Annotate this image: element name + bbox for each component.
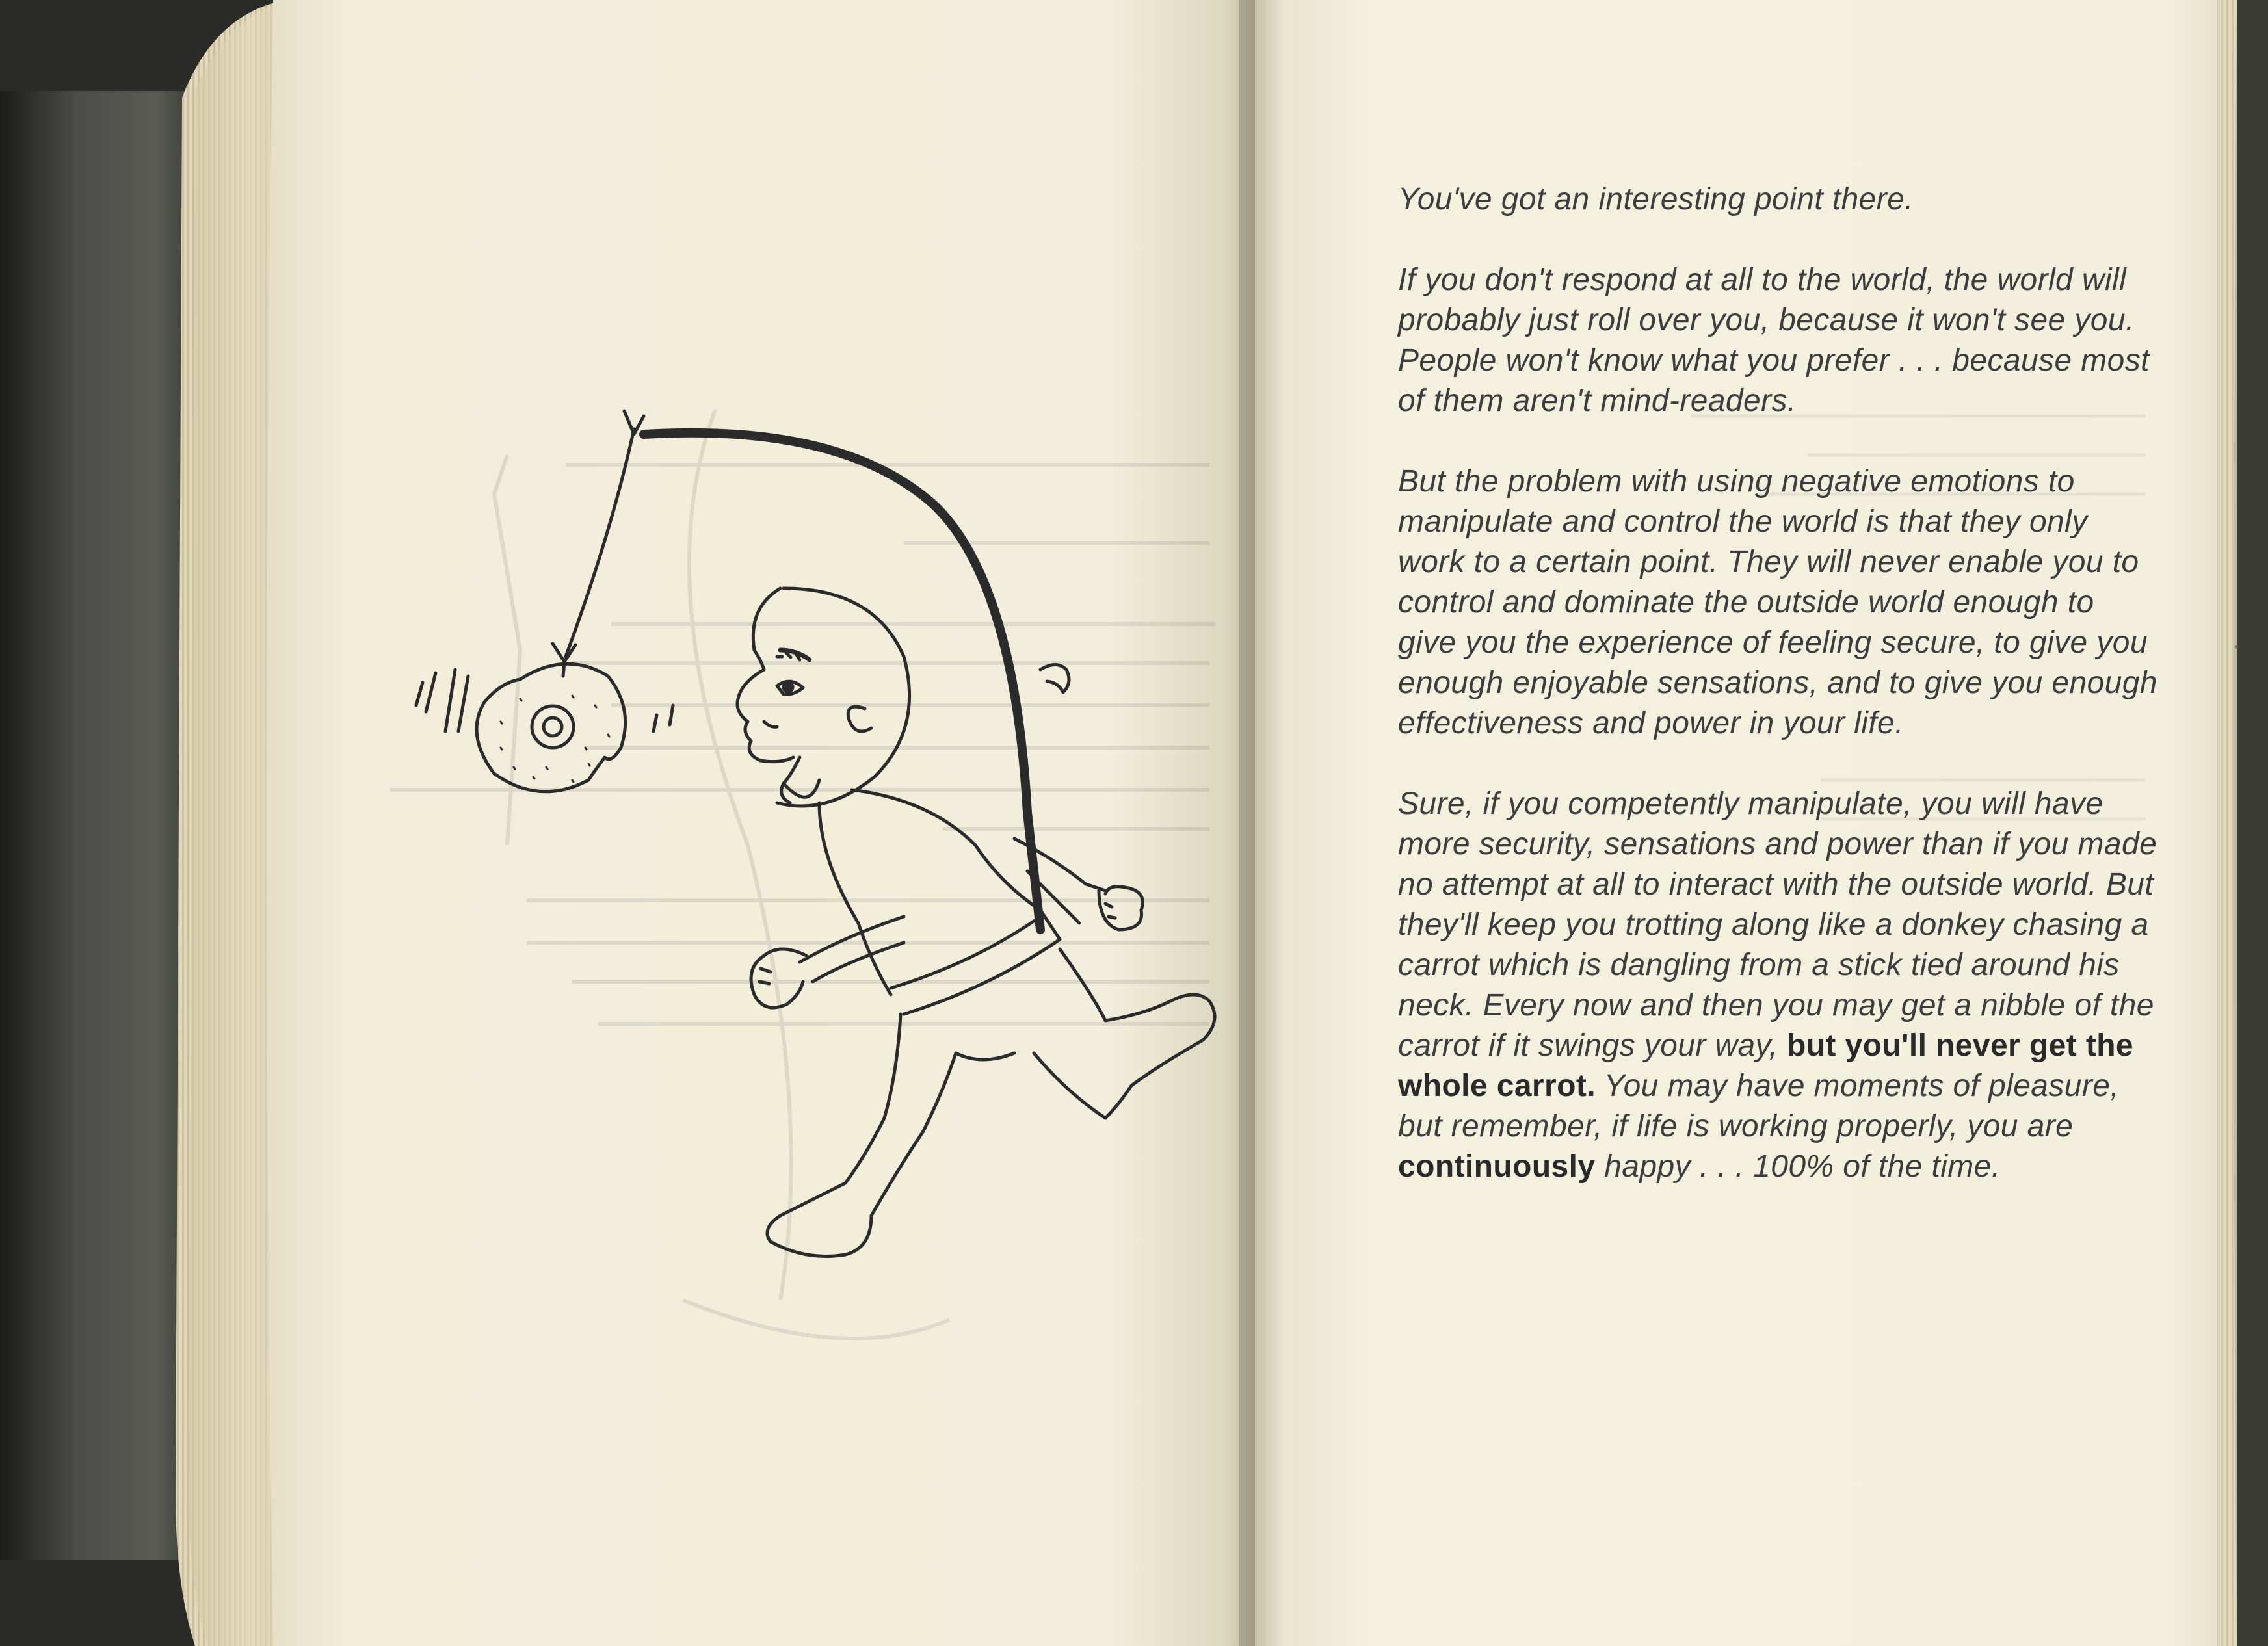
bold-whole-carrot: but you'll never get the whole carrot. [1398,1028,2134,1103]
paragraph-negative-emotions: But the problem with using negative emotions to manipulate and control the world is that they only work to a certain point. They will never enable you to control and dominate the outside world enough to give you the experience of feeling secure, to give you enough enjoyable sensations, and to give you enough effectiveness and power in your life. [1398,464,2157,740]
right-page-edges [2217,0,2237,1646]
paragraph-donkey-carrot [1398,784,2159,1187]
left-page [267,0,1255,1646]
page-text [1398,179,2159,1227]
bold-continuously: continuously [1398,1149,1596,1184]
text-run: Sure, if you competently manipulate, you will have more security, sensations and power than if you made no attempt at all to interact with the outside world. But they'll keep you trotting along like a donkey chasing a carrot which is dangling from a stick tied around his neck. Every now and then you may get a nibble of the carrot if it swings your way, [1398,787,2157,1063]
text-run: You may have moments of pleasure, but remember, if life is working properly, you are [1398,1069,2120,1143]
text-run: happy . . . 100% of the time. [1595,1149,2001,1184]
paragraph-respond: If you don't respond at all to the world, the world will probably just roll over you, because it won't see you. People won't know what you prefer . . . because most of them aren't mind-readers. [1398,263,2150,418]
paragraph-intro: You've got an interesting point there. [1398,182,1914,216]
